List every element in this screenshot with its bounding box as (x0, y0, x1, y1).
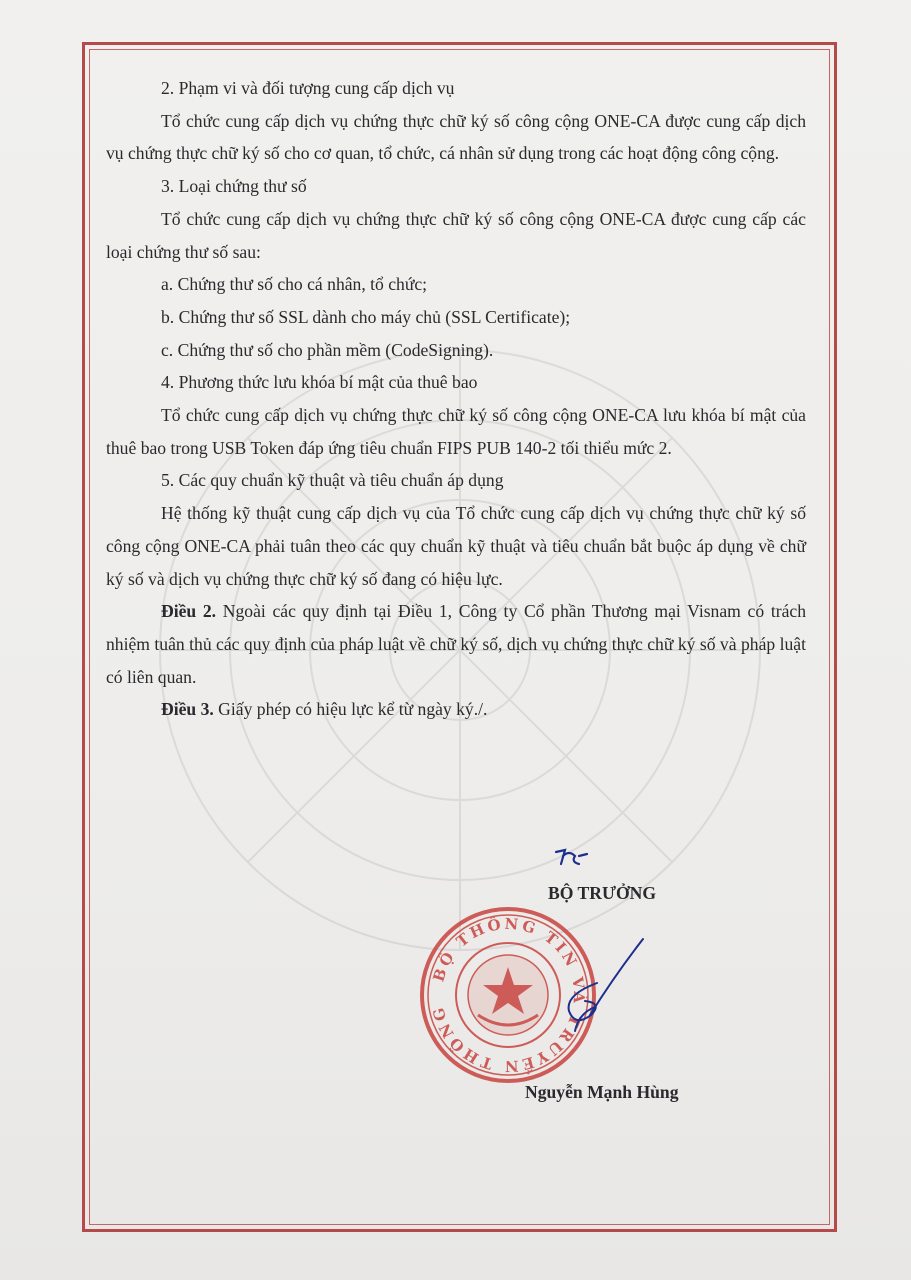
handwritten-signature (555, 935, 645, 1045)
list-item-a: a. Chứng thư số cho cá nhân, tổ chức; (161, 274, 428, 295)
article-2-label: Điều 2. (161, 601, 217, 622)
section-3-heading: 3. Loại chứng thư số (161, 176, 307, 197)
article-3-label: Điều 3. (161, 699, 214, 720)
section-3-text: Tổ chức cung cấp dịch vụ chứng thực chữ ký số công cộng ONE-CA được cung cấp các loại chứng thư số sau: (106, 208, 806, 262)
section-2-text: Tổ chức cung cấp dịch vụ chứng thực chữ ký số công cộng ONE-CA được cung cấp dịch vụ chứng thực chữ ký số cho cơ quan, tổ chức, cá nhân sử dụng trong các hoạt động công cộng. (106, 110, 806, 164)
section-5-heading: 5. Các quy chuẩn kỹ thuật và tiêu chuẩn áp dụng (161, 470, 504, 491)
signature-title: BỘ TRƯỞNG (548, 883, 657, 903)
article-2-text: Ngoài các quy định tại Điều 1, Công ty Cổ phần Thương mại Visnam có trách nhiệm tuân thủ các quy định của pháp luật về chữ ký số, dịch vụ chứng thực chữ ký số và pháp luật có liên quan. (106, 601, 807, 687)
article-2 (106, 595, 806, 693)
article-3-text: Giấy phép có hiệu lực kể từ ngày ký./. (213, 699, 488, 720)
seal-text: BỘ THÔNG TIN VÀ TRUYỀN THÔNG (428, 914, 589, 1076)
section-4-heading: 4. Phương thức lưu khóa bí mật của thuê bao (161, 372, 478, 393)
list-item-c: c. Chứng thư số cho phần mềm (CodeSigning). (161, 339, 494, 360)
section-2-heading: 2. Phạm vi và đối tượng cung cấp dịch vụ (161, 78, 455, 98)
signer-name: Nguyễn Mạnh Hùng (525, 1082, 679, 1102)
document-body (106, 72, 806, 726)
section-5-text: Hệ thống kỹ thuật cung cấp dịch vụ của Tổ chức cung cấp dịch vụ chứng thực chữ ký số công cộng ONE-CA phải tuân theo các quy chuẩn kỹ thuật và tiêu chuẩn bắt buộc áp dụng về chữ ký số và dịch vụ chứng thực chữ ký số đang có hiệu lực. (106, 503, 806, 589)
article-3 (106, 693, 806, 726)
section-4-text: Tổ chức cung cấp dịch vụ chứng thực chữ ký số công cộng ONE-CA lưu khóa bí mật của thuê bao trong USB Token đáp ứng tiêu chuẩn FIPS PUB 140-2 tối thiểu mức 2. (106, 405, 806, 458)
initials-mark (553, 842, 603, 872)
list-item-b: b. Chứng thư số SSL dành cho máy chủ (SSL Certificate); (161, 306, 571, 327)
